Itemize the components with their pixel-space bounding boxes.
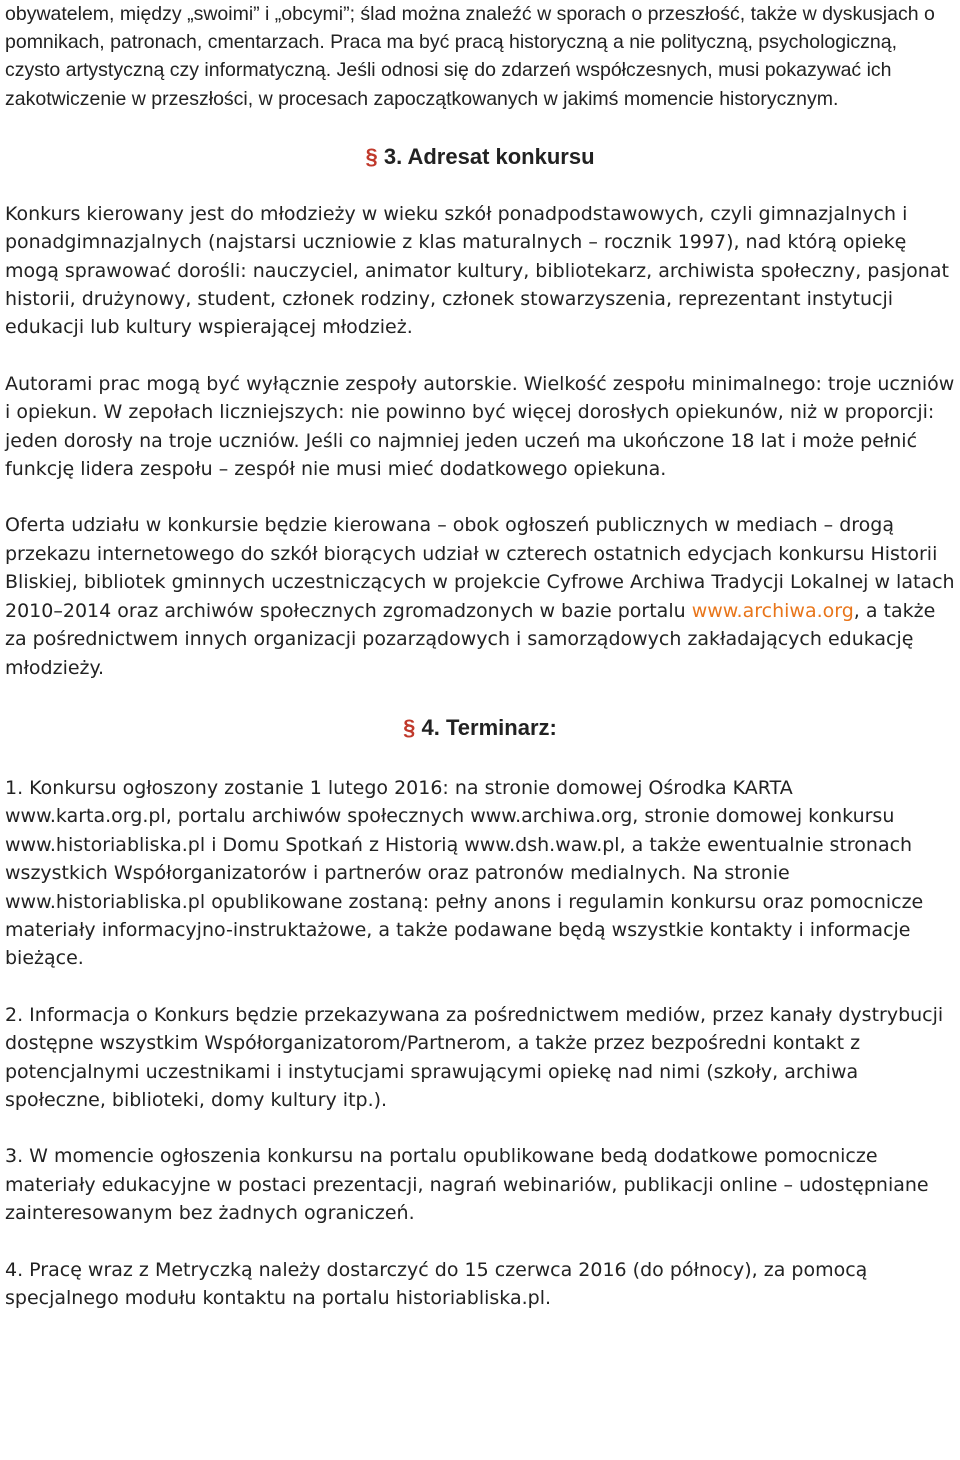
section-3-heading <box>5 142 955 172</box>
section-mark: § <box>403 714 416 740</box>
terminarz-item-1: 1. Konkursu ogłoszony zostanie 1 lutego 2016: na stronie domowej Ośrodka KARTA www.karta.org.pl, portalu archiwów społecznych www.archiwa.org, stronie domowej konkursu www.historiabliska.pl i Domu Spotkań z Historią www.dsh.waw.pl, a także ewentualnie stronach wszystkich Współorganizatorów i partnerów oraz patronów medialnych. Na stronie www.historiabliska.pl opublikowane zostaną: pełny anons i regulamin konkursu oraz pomocnicze materiały informacyjno-instruktażowe, a także podawane będą wszystkie kontakty i informacje bieżące. <box>5 776 924 970</box>
paragraph-text: , a także za pośrednictwem innych organizacji pozarządowych i samorządowych zakładających edukację młodzieży. <box>5 599 936 679</box>
section-4-heading <box>5 713 955 743</box>
section-4-title: 4. Terminarz: <box>421 714 557 740</box>
section-3-paragraph-1: Konkurs kierowany jest do młodzieży w wieku szkół ponadpodstawowych, czyli gimnazjalnych i ponadgimnazjalnych (najstarsi uczniowie z klas maturalnych – rocznik 1997), nad którą opiekę mogą sprawować dorośli: nauczyciel, animator kultury, bibliotekarz, archiwista społeczny, pasjonat historii, drużynowy, student, członek rodziny, członek stowarzyszenia, reprezentant instytucji edukacji lub kultury wspierającej młodzież. <box>5 202 949 339</box>
section-3-paragraph-3 <box>5 511 955 681</box>
archiwa-link[interactable]: www.archiwa.org <box>691 599 854 622</box>
terminarz-item-2: 2. Informacja o Konkurs będzie przekazywana za pośrednictwem mediów, przez kanały dystrybucji dostępne wszystkim Współorganizatorom/Partnerom, a także przez bezpośredni kontakt z potencjalnymi uczestnikami i instytucjami sprawującymi opiekę nad nimi (szkoły, archiwa społeczne, biblioteki, domy kultury itp.). <box>5 1003 944 1111</box>
section-mark: § <box>365 143 378 169</box>
section-3-paragraph-2: Autorami prac mogą być wyłącznie zespoły autorskie. Wielkość zespołu minimalnego: troje uczniów i opiekun. W zepołach liczniejszych: nie powinno być więcej dorosłych opiekunów, niż w proporcji: jeden dorosły na troje uczniów. Jeśli co najmniej jeden uczeń ma ukończone 18 lat i może pełnić funkcję lidera zespołu – zespół nie musi mieć dodatkowego opiekuna. <box>5 372 955 481</box>
document-page <box>5 0 955 1312</box>
paragraph-text: Oferta udziału w konkursie będzie kierowana – obok ogłoszeń publicznych w mediach – drogą przekazu internetowego do szkół biorących udział w czterech ostatnich edycjach konkursu Historii Bliskiej, bibliotek gminnych uczestniczących w projekcie Cyfrowe Archiwa Tradycji Lokalnej w latach 2010–2014 oraz archiwów społecznych zgromadzonych w bazie portalu <box>5 514 955 622</box>
intro-paragraph: obywatelem, między „swoimi” i „obcymi”; ślad można znaleźć w sporach o przeszłość, także w dyskusjach o pomnikach, patronach, cmentarzach. Praca ma być pracą historyczną a nie polityczną, psychologiczną, czysto artystyczną czy informatyczną. Jeśli odnosi się do zdarzeń współczesnych, musi pokazywać ich zakotwiczenie w przeszłości, w procesach zapoczątkowanych w jakimś momencie historycznym. <box>5 3 935 110</box>
section-3-title: 3. Adresat konkursu <box>383 143 595 169</box>
terminarz-item-3: 3. W momencie ogłoszenia konkursu na portalu opublikowane bedą dodatkowe pomocnicze materiały edukacyjne w postaci prezentacji, nagrań webinariów, publikacji online – udostępniane zainteresowanym bez żadnych ograniczeń. <box>5 1145 929 1225</box>
terminarz-item-4: 4. Pracę wraz z Metryczką należy dostarczyć do 15 czerwca 2016 (do północy), za pomocą specjalnego modułu kontaktu na portalu historiabliska.pl. <box>5 1258 868 1309</box>
